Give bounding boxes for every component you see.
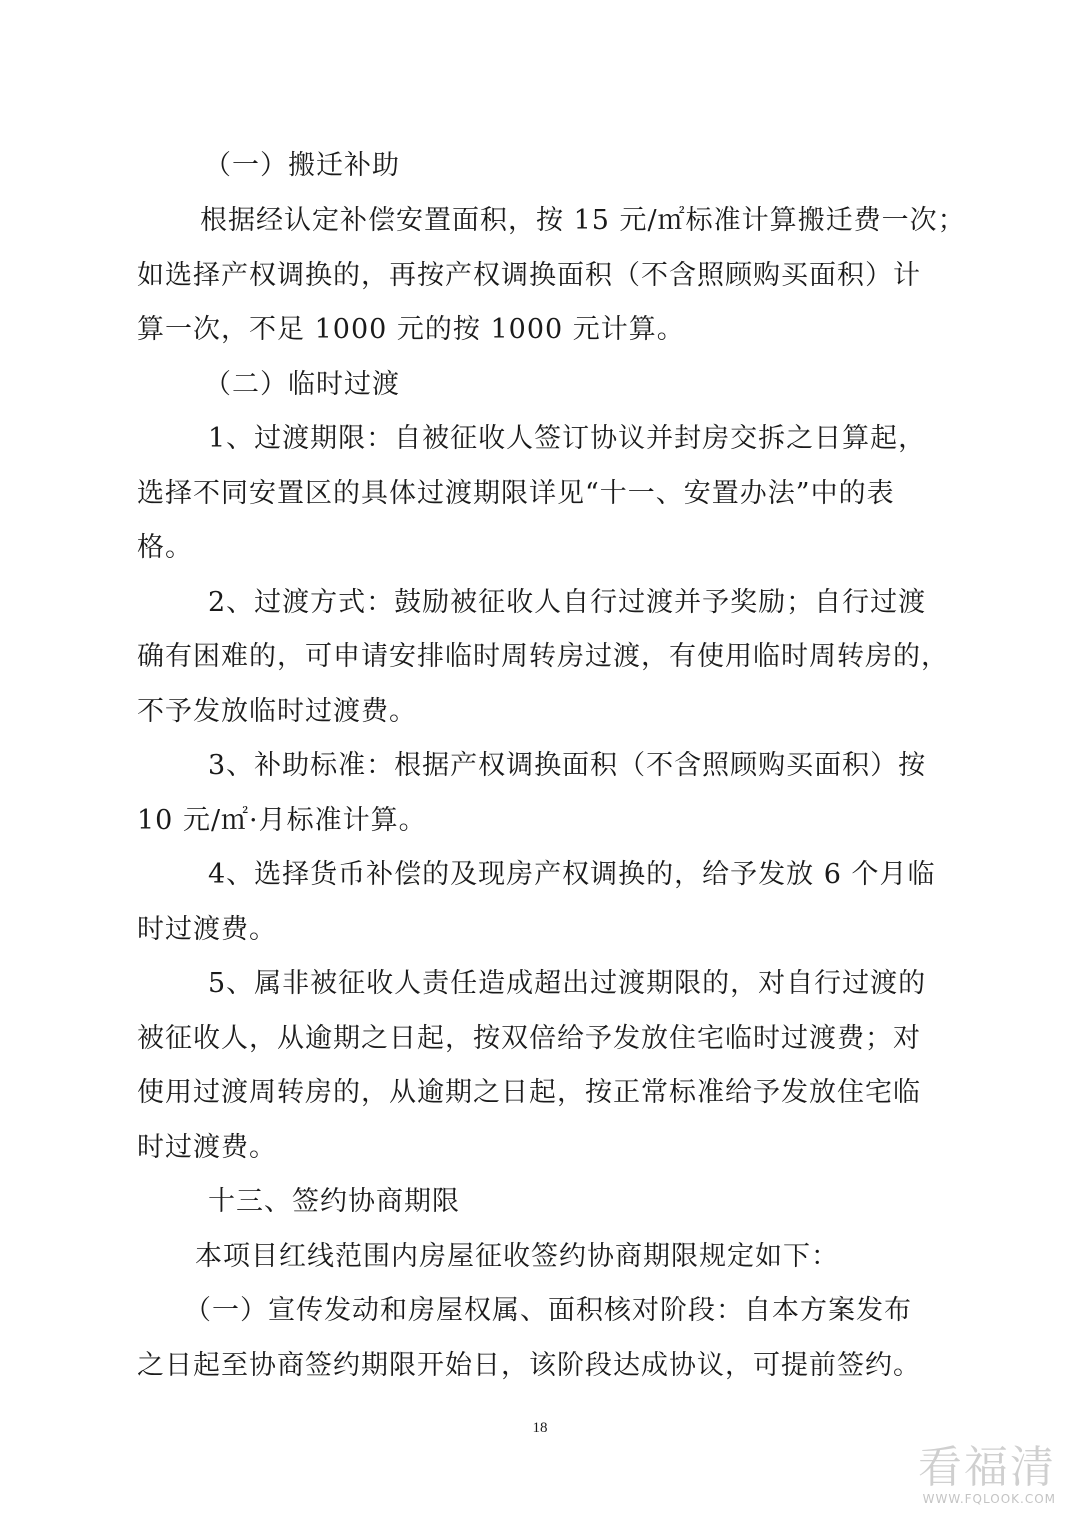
- paragraph-line: 5、属非被征收人责任造成超出过渡期限的，对自行过渡的: [208, 968, 927, 999]
- paragraph-line: 时过渡费。: [137, 1132, 277, 1163]
- section-heading: （一）搬迁补助: [204, 150, 400, 181]
- paragraph-line: 根据经认定补偿安置面积，按 15 元/㎡标准计算搬迁费一次；: [200, 205, 966, 236]
- paragraph-line: 如选择产权调换的，再按产权调换面积（不含照顾购买面积）计: [137, 260, 921, 291]
- paragraph-line: 3、补助标准：根据产权调换面积（不含照顾购买面积）按: [208, 750, 927, 781]
- chapter-heading: 十三、签约协商期限: [208, 1186, 460, 1217]
- paragraph-line: 4、选择货币补偿的及现房产权调换的，给予发放 6 个月临: [208, 859, 936, 890]
- paragraph-line: 格。: [137, 532, 193, 563]
- watermark-text: 看福清: [918, 1442, 1056, 1493]
- paragraph-line: 不予发放临时过渡费。: [137, 696, 417, 727]
- paragraph-line: 算一次，不足 1000 元的按 1000 元计算。: [137, 314, 685, 345]
- paragraph-line: （一）宣传发动和房屋权属、面积核对阶段：自本方案发布: [184, 1295, 912, 1326]
- paragraph-line: 确有困难的，可申请安排临时周转房过渡，有使用临时周转房的，: [137, 641, 949, 672]
- paragraph-line: 选择不同安置区的具体过渡期限详见“十一、安置办法”中的表: [137, 478, 895, 509]
- paragraph-line: 使用过渡周转房的，从逾期之日起，按正常标准给予发放住宅临: [137, 1077, 921, 1108]
- paragraph-line: 1、过渡期限：自被征收人签订协议并封房交拆之日算起，: [208, 423, 927, 454]
- paragraph-line: 10 元/㎡·月标准计算。: [137, 805, 427, 836]
- paragraph-line: 2、过渡方式：鼓励被征收人自行过渡并予奖励；自行过渡: [208, 587, 927, 618]
- site-watermark: [918, 1444, 1056, 1506]
- paragraph-line: 时过渡费。: [137, 914, 277, 945]
- section-heading: （二）临时过渡: [204, 369, 400, 400]
- paragraph-line: 本项目红线范围内房屋征收签约协商期限规定如下：: [195, 1241, 839, 1272]
- paragraph-line: 被征收人，从逾期之日起，按双倍给予发放住宅临时过渡费；对: [137, 1023, 921, 1054]
- watermark-url: WWW.FQLOOK.COM: [922, 1492, 1056, 1506]
- page-number: 18: [532, 1420, 548, 1436]
- paragraph-line: 之日起至协商签约期限开始日，该阶段达成协议，可提前签约。: [137, 1350, 921, 1381]
